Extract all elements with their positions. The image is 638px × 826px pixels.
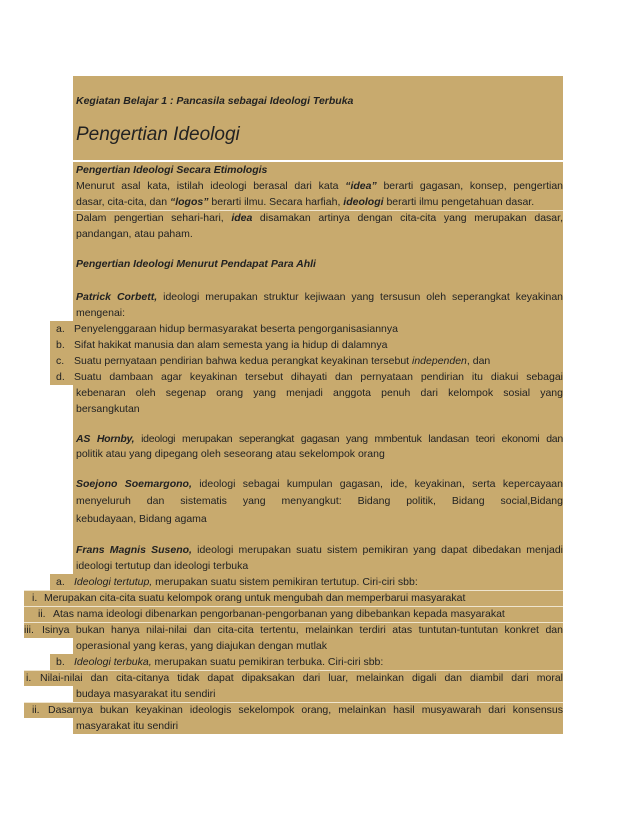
text: merupakan suatu sistem pemikiran tertutup. Ciri-ciri sbb: bbox=[152, 576, 418, 588]
soejono-line bbox=[73, 492, 563, 510]
text: berarti ilmu. Secara harfiah, bbox=[208, 196, 344, 208]
etimologis-heading-line bbox=[73, 162, 563, 178]
text: berarti ilmu pengetahuan dasar. bbox=[383, 196, 535, 208]
term-logos: “logos” bbox=[169, 196, 209, 208]
text: ideologi tertutup dan ideologi terbuka bbox=[76, 560, 249, 572]
corbett-item-b bbox=[50, 337, 563, 353]
blank-bar bbox=[73, 242, 563, 256]
list-item: Atas nama ideologi dibenarkan pengorbanan-pengorbanan yang dibebankan kepada masyarakat bbox=[53, 608, 505, 620]
frans-item-a-iii-cont bbox=[73, 638, 563, 654]
text: ideologi merupakan suatu sistem pemikiran yang dapat dibedakan menjadi bbox=[191, 544, 563, 556]
section-heading: Pengertian Ideologi Secara Etimologis bbox=[76, 164, 268, 176]
etimologis-line bbox=[73, 194, 563, 210]
list-marker: ii. bbox=[32, 704, 40, 716]
blank-bar bbox=[73, 273, 563, 289]
list-marker: c. bbox=[56, 355, 65, 367]
text: ideologi sebagai kumpulan gagasan, ide, keyakinan, serta kepercayaan bbox=[191, 478, 563, 490]
term-ideologi-terbuka: Ideologi terbuka, bbox=[74, 656, 152, 668]
list-marker: b. bbox=[56, 656, 65, 668]
text: masyarakat itu sendiri bbox=[76, 720, 179, 732]
frans-line bbox=[73, 558, 563, 574]
author-name: Patrick Corbett, bbox=[76, 291, 158, 303]
text: menyeluruh dan sistematis yang menyangkut: Bidang politik, Bidang social,Bidang bbox=[76, 495, 563, 507]
author-name: Soejono Soemargono, bbox=[76, 478, 192, 490]
list-item: Penyelenggaraan hidup bermasyarakat beserta pengorganisasiannya bbox=[74, 323, 398, 335]
etimologis-line bbox=[73, 178, 563, 194]
blank-bar bbox=[73, 528, 563, 542]
list-marker: i. bbox=[26, 672, 32, 684]
page-title: Pengertian Ideologi bbox=[76, 124, 240, 145]
list-marker: iii. bbox=[24, 624, 34, 636]
list-marker: b. bbox=[56, 339, 65, 351]
text: bersangkutan bbox=[76, 403, 140, 415]
list-item: Isinya bukan hanya nilai-nilai dan cita-cita tertentu, melainkan terdiri atas tuntutan-tuntutan konkret dan bbox=[42, 624, 563, 636]
list-item: Dasarnya bukan keyakinan ideologis sekelompok orang, melainkan hasil musyawarah dari konsensus bbox=[48, 704, 563, 716]
text: ideologi merupakan seperangkat gagasan yang mmbentuk landasan teori ekonomi dan bbox=[134, 433, 563, 445]
text: dasar, cita-cita, dan bbox=[76, 196, 170, 208]
term-idea: idea bbox=[231, 212, 253, 224]
blank-bar bbox=[73, 417, 563, 431]
list-marker: a. bbox=[56, 323, 65, 335]
list-item: Suatu pernyataan pendirian bahwa kedua perangkat keyakinan tersebut bbox=[74, 355, 412, 367]
corbett-line bbox=[73, 289, 563, 305]
frans-item-b-ii-cont bbox=[73, 718, 563, 734]
frans-item-b bbox=[50, 654, 563, 670]
blank-bar bbox=[73, 76, 563, 92]
ahli-heading-line bbox=[73, 256, 563, 273]
text: Menurut asal kata, istilah ideologi berasal dari kata bbox=[76, 180, 346, 192]
header-line bbox=[73, 92, 563, 110]
text: disamakan artinya dengan cita-cita yang merupakan dasar, bbox=[252, 212, 563, 224]
corbett-item-c bbox=[50, 353, 563, 369]
title-line bbox=[73, 110, 563, 160]
text: operasional yang keras, yang diajukan dengan mutlak bbox=[76, 640, 328, 652]
list-item: Merupakan cita-cita suatu kelompok orang untuk mengubah dan memperbarui masyarakat bbox=[44, 592, 466, 604]
text: ideologi merupakan struktur kejiwaan yang tersusun oleh seperangkat keyakinan bbox=[157, 291, 563, 303]
author-name: Frans Magnis Suseno, bbox=[76, 544, 192, 556]
list-item: Sifat hakikat manusia dan alam semesta yang ia hidup di dalamnya bbox=[74, 339, 388, 351]
corbett-line bbox=[73, 305, 563, 321]
author-name: AS Hornby, bbox=[76, 433, 135, 445]
hornby-line bbox=[73, 431, 563, 447]
blank-bar bbox=[73, 462, 563, 476]
section-heading: Pengertian Ideologi Menurut Pendapat Para Ahli bbox=[76, 258, 316, 270]
corbett-item-d bbox=[50, 369, 563, 385]
header-text: Kegiatan Belajar 1 : Pancasila sebagai Ideologi Terbuka bbox=[76, 95, 354, 107]
term-ideologi-tertutup: Ideologi tertutup, bbox=[74, 576, 153, 588]
corbett-item-a bbox=[50, 321, 563, 337]
text: kebudayaan, Bidang agama bbox=[76, 513, 207, 525]
hornby-line bbox=[73, 447, 563, 462]
term-independen: independen bbox=[412, 355, 467, 367]
frans-item-a-i bbox=[24, 590, 563, 606]
text: budaya masyarakat itu sendiri bbox=[76, 688, 216, 700]
text: pandangan, atau paham. bbox=[76, 228, 193, 240]
text: kebenaran oleh segenap orang yang menjadi anggota penuh dari kelompok sosial yang bbox=[76, 387, 563, 399]
etimologis-line bbox=[73, 226, 563, 242]
list-item: Suatu dambaan agar keyakinan tersebut dihayati dan pernyataan pendirian itu diakui sebagai bbox=[74, 371, 563, 383]
text: , dan bbox=[466, 355, 491, 367]
soejono-line bbox=[73, 476, 563, 492]
soejono-line bbox=[73, 510, 563, 528]
frans-line bbox=[73, 542, 563, 558]
corbett-item-d-cont bbox=[73, 401, 563, 417]
frans-item-a-iii bbox=[24, 622, 563, 638]
term-idea: “idea” bbox=[345, 180, 377, 192]
frans-item-a-ii bbox=[24, 606, 563, 622]
frans-item-b-i bbox=[24, 670, 563, 686]
text: merupakan suatu pemikiran terbuka. Ciri-ciri sbb: bbox=[151, 656, 384, 668]
text: politik atau yang dipegang oleh seseorang atau sekelompok orang bbox=[76, 448, 385, 460]
frans-item-b-i-cont bbox=[73, 686, 563, 702]
frans-item-b-ii bbox=[24, 702, 563, 718]
frans-item-a bbox=[50, 574, 563, 590]
text: berarti gagasan, konsep, pengertian bbox=[376, 180, 563, 192]
list-marker: ii. bbox=[38, 608, 46, 620]
corbett-item-d-cont bbox=[73, 385, 563, 401]
etimologis-line bbox=[73, 210, 563, 226]
list-marker: d. bbox=[56, 371, 65, 383]
text: Dalam pengertian sehari-hari, bbox=[76, 212, 232, 224]
text: mengenai: bbox=[76, 307, 126, 319]
list-marker: a. bbox=[56, 576, 65, 588]
list-item: Nilai-nilai dan cita-citanya tidak dapat dipaksakan dari luar, melainkan digali dan diambil dari moral bbox=[40, 672, 563, 684]
list-marker: i. bbox=[32, 592, 38, 604]
term-ideologi: ideologi bbox=[343, 196, 384, 208]
